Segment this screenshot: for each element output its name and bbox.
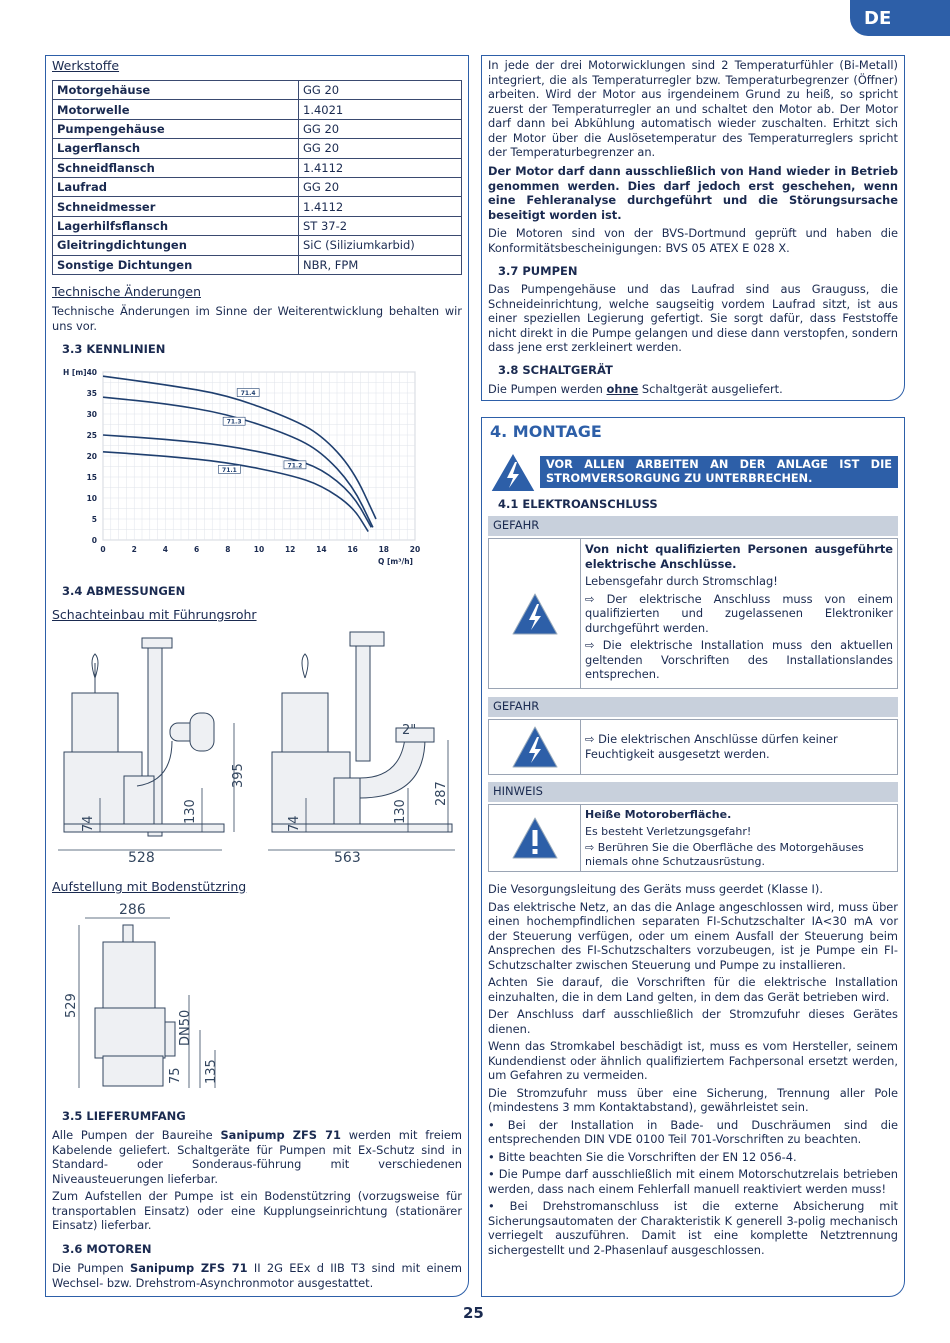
table-row — [53, 197, 462, 216]
motor-temp-text: In jede der drei Motorwicklungen sind 2 Temperaturfühler (Bi-Metall) integriert, die als Temperaturregler bzw. Temperaturbegrenzer (Öffner) arbeiten. Wird der Motor aus irgendeinem Grund zu heiß, so spricht zuerst der Temperaturregler an und schaltet den Motor ab. Der Motor darf dann bei Abkühlung automatisch wieder zuschalten. Erhitzt sich der Motor über die Auslösetemperatur des Temperaturreglers spricht der Temperaturbegrenzer an. — [488, 58, 898, 159]
lieferumfang-p1: Alle Pumpen der Baureihe Sanipump ZFS 71 werden mit freiem Kabelende geliefert. Schaltgeräte für Pumpen mit Ex-Schutz sind in Standard- oder Sonderaus-führung mit verschiedenen Niveausteuerungen lieferbar. — [52, 1128, 462, 1186]
electric-hazard-icon — [489, 539, 581, 688]
table-row — [53, 100, 462, 119]
montage-heading: 4. MONTAGE — [490, 422, 602, 441]
material-part: Sonstige Dichtungen — [53, 255, 299, 274]
table-row — [53, 158, 462, 177]
gefahr-box-2 — [488, 719, 898, 775]
table-row — [53, 119, 462, 138]
material-part: Motorwelle — [53, 100, 299, 119]
para: • Bitte beachten Sie die Vorschriften der EN 12 056-4. — [488, 1149, 797, 1164]
para: • Bei Drehstromanschluss ist die externe Absicherung mit Sicherungsautomaten der Charakteristik K generell 3-polig mechanisch verriegelt auszuführen. Damit ist eine komplette Netztrennung sichergestellt und 2-Phasenlauf ausgeschlossen. — [488, 1199, 898, 1257]
table-row — [53, 255, 462, 274]
electric-warning-icon — [488, 450, 538, 494]
motor-restart-text: Der Motor darf dann ausschließlich von Hand wieder in Betrieb genommen werden. Dies darf jedoch erst geschehen, wenn eine Fehleranalyse durchgeführt und die Störungsursache beseitigt worden ist. — [488, 164, 898, 222]
dim-563: 563 — [334, 850, 361, 866]
material-part: Lagerflansch — [53, 139, 299, 158]
hinweis-label: HINWEIS — [488, 782, 898, 802]
x-tick-label: 10 — [253, 545, 265, 554]
dim-395: 395 — [231, 763, 246, 788]
material-value: 1.4021 — [299, 100, 462, 119]
bodenstuetzring-title: Aufstellung mit Bodenstützring — [52, 879, 247, 894]
gefahr-label-1: GEFAHR — [488, 516, 898, 536]
series-label: 71.1 — [222, 466, 237, 474]
material-value: NBR, FPM — [299, 255, 462, 274]
dim-130b: 130 — [393, 799, 408, 824]
gefahr-box-1 — [488, 538, 898, 689]
para: Achten Sie darauf, die Vorschriften für die elektrische Installation einzuhalten, die in dem Land gelten, in dem das Gerät betrieben wird. — [488, 975, 898, 1004]
lieferumfang-heading: 3.5 LIEFERUMFANG — [62, 1109, 186, 1123]
material-value: SiC (Siliziumkarbid) — [299, 236, 462, 255]
gefahr1-b2: ⇨ Die elektrische Installation muss den aktuellen geltenden Vorschriften des Installationslandes entsprechen. — [585, 638, 893, 681]
werkstoffe-title: Werkstoffe — [52, 58, 120, 73]
para: Das elektrische Netz, an das die Anlage angeschlossen wird, muss über einen hochempfindlichen separaten FI-Schutzschalter IA<30 mA vor der Steuerung verfügen, oder um einem Ausfall der Steuerung beim Ansprechen des FI-Schutzschalters vorzubeugen, ist je Pumpe ein FI-Schutzschalter zwischen Steuerung und Pumpe zu installieren. — [488, 899, 898, 972]
x-tick-label: 14 — [316, 545, 327, 554]
warning-banner: VOR ALLEN ARBEITEN AN DER ANLAGE IST DIE STROMVERSORGUNG ZU UNTERBRECHEN. — [540, 456, 898, 488]
pump-curve-chart — [55, 362, 435, 572]
para: • Die Pumpe darf ausschließlich mit einem Motorschutzrelais betrieben werden, dass nach einem Fehlerfall manuell reaktiviert werden muss! — [488, 1167, 898, 1196]
schaltgeraet-heading: 3.8 SCHALTGERÄT — [498, 363, 613, 377]
tech-changes-title: Technische Änderungen — [52, 284, 201, 299]
material-value: GG 20 — [299, 119, 462, 138]
gefahr1-b1: ⇨ Der elektrische Anschluss muss von einem qualifizierten und zugelassenen Elektroniker durchgeführt werden. — [585, 591, 893, 635]
table-row — [53, 216, 462, 235]
y-tick-label: 30 — [86, 410, 97, 419]
hinweis-sub: Es besteht Verletzungsgefahr! — [585, 824, 752, 838]
hook-icon — [302, 654, 308, 678]
material-value: ST 37-2 — [299, 216, 462, 235]
dim-130a: 130 — [183, 799, 198, 824]
table-row — [53, 139, 462, 158]
y-tick-label: 0 — [91, 536, 97, 545]
kennlinien-heading: 3.3 KENNLINIEN — [62, 342, 166, 356]
gefahr1-sub: Lebensgefahr durch Stromschlag! — [585, 574, 778, 588]
exclamation-warning-icon — [489, 805, 581, 871]
series-label: 71.2 — [287, 462, 303, 470]
x-tick-label: 12 — [284, 545, 296, 554]
dimension-drawing-guide-rail — [50, 628, 465, 873]
dim-74b: 74 — [287, 815, 302, 832]
x-tick-label: 0 — [100, 545, 106, 554]
x-axis-label: Q [m³/h] — [377, 557, 413, 566]
montage-paragraphs — [488, 882, 898, 1257]
y-axis-label: H [m] — [63, 368, 87, 377]
language-badge: DE — [850, 0, 950, 36]
hinweis-b1: ⇨ Berühren Sie die Oberfläche des Motorgehäuses niemals ohne Schutzausrüstung. — [585, 841, 864, 868]
x-tick-label: 16 — [347, 545, 358, 554]
dim-135: 135 — [204, 1059, 219, 1084]
x-tick-label: 2 — [131, 545, 137, 554]
material-part: Pumpengehäuse — [53, 119, 299, 138]
material-value: GG 20 — [299, 139, 462, 158]
elektroanschluss-heading: 4.1 ELEKTROANSCHLUSS — [498, 497, 658, 511]
material-value: GG 20 — [299, 81, 462, 100]
para: Die Stromzufuhr muss über eine Sicherung, Trennung aller Pole (mindestens 3 mm Kontaktabstand), gewährleistet sein. — [488, 1085, 898, 1114]
x-tick-label: 8 — [225, 545, 231, 554]
para: Wenn das Stromkabel beschädigt ist, muss es vom Hersteller, seinem Kundendienst oder ähnlich qualifiziertem Fachpersonal ersetzt werden, um Gefahren zu vermeiden. — [488, 1039, 898, 1082]
series-label: 71.4 — [240, 390, 256, 398]
abmessungen-heading: 3.4 ABMESSUNGEN — [62, 584, 186, 598]
dim-529: 529 — [64, 993, 79, 1018]
para: Der Anschluss darf ausschließlich der Stromzufuhr dieses Gerätes dienen. — [488, 1007, 898, 1036]
para: Die Vesorgungsleitung des Geräts muss geerdet (Klasse I). — [488, 882, 823, 896]
dim-286: 286 — [119, 902, 146, 918]
x-tick-label: 6 — [193, 545, 200, 554]
material-value: 1.4112 — [299, 158, 462, 177]
y-tick-label: 10 — [86, 494, 97, 503]
table-row — [53, 177, 462, 196]
dim-2inch: 2" — [402, 723, 417, 738]
motoren-heading: 3.6 MOTOREN — [62, 1242, 152, 1256]
para: • Bei der Installation in Bade- und Duschräumen sind die entsprechenden DIN VDE 0100 Teil 701-Vorschriften zu beachten. — [488, 1117, 898, 1146]
material-value: 1.4112 — [299, 197, 462, 216]
material-value: GG 20 — [299, 177, 462, 196]
dim-528: 528 — [128, 850, 155, 866]
y-tick-label: 20 — [86, 452, 97, 461]
dim-287: 287 — [434, 781, 449, 806]
dim-75: 75 — [168, 1067, 183, 1084]
tech-changes-text: Technische Änderungen im Sinne der Weiterentwicklung behalten wir uns vor. — [52, 304, 462, 333]
y-tick-label: 35 — [86, 389, 97, 398]
gefahr1-title: Von nicht qualifizierten Personen ausgeführte elektrische Anschlüsse. — [585, 542, 893, 571]
x-tick-label: 18 — [378, 545, 390, 554]
series-label: 71.3 — [226, 418, 242, 426]
materials-table — [52, 80, 462, 275]
x-tick-label: 20 — [409, 545, 421, 554]
y-tick-label: 5 — [91, 515, 97, 524]
material-part: Laufrad — [53, 177, 299, 196]
hinweis-box — [488, 804, 898, 872]
hinweis-title: Heiße Motoroberfläche. — [585, 808, 732, 821]
table-row — [53, 81, 462, 100]
material-part: Schneidflansch — [53, 158, 299, 177]
bvs-text: Die Motoren sind von der BVS-Dortmund geprüft und haben die Konformitätsbescheinigungen: BVS 05 ATEX E 028 X. — [488, 226, 898, 255]
dim-dn50: DN50 — [178, 1009, 193, 1046]
pumpen-text: Das Pumpengehäuse und das Laufrad sind aus Grauguss, die Schneideinrichtung, welche saugseitig vordem Laufrad sitzt, ist aus einer speziellen Legierung gefertigt. Sie sorgt dafür, dass Feststoffe nicht direkt in die Pumpe gelangen und diese dann verstopfen, sondern dass jene erst zerkleinert werden. — [488, 282, 898, 354]
table-row — [53, 236, 462, 255]
y-tick-label: 40 — [86, 368, 97, 377]
schaltgeraet-text: Die Pumpen werden ohne Schaltgerät ausgeliefert. — [488, 382, 783, 396]
gefahr-label-2: GEFAHR — [488, 697, 898, 717]
y-tick-label: 15 — [86, 473, 97, 482]
x-tick-label: 4 — [162, 545, 169, 554]
schachteinbau-title: Schachteinbau mit Führungsrohr — [52, 607, 257, 622]
material-part: Gleitringdichtungen — [53, 236, 299, 255]
material-part: Lagerhilfsflansch — [53, 216, 299, 235]
motoren-p1: Die Pumpen Sanipump ZFS 71 II 2G EEx d IIB T3 sind mit einem Wechsel- bzw. Drehstrom-Asynchronmotor ausgestattet. — [52, 1261, 462, 1290]
page-number: 25 — [463, 1304, 484, 1322]
lieferumfang-p2: Zum Aufstellen der Pumpe ist ein Bodenstützring (vorzugsweise für transportablen Einsatz) oder eine Kupplungseinrichtung (stationärer Einsatz) lieferbar. — [52, 1189, 462, 1232]
y-tick-label: 25 — [86, 431, 97, 440]
material-part: Schneidmesser — [53, 197, 299, 216]
dim-74a: 74 — [81, 815, 96, 832]
pumpen-heading: 3.7 PUMPEN — [498, 264, 578, 278]
electric-hazard-icon — [489, 720, 581, 774]
dimension-drawing-base-ring — [55, 900, 235, 1095]
material-part: Motorgehäuse — [53, 81, 299, 100]
gefahr2-b1: ⇨ Die elektrischen Anschlüsse dürfen keiner Feuchtigkeit ausgesetzt werden. — [585, 732, 838, 761]
